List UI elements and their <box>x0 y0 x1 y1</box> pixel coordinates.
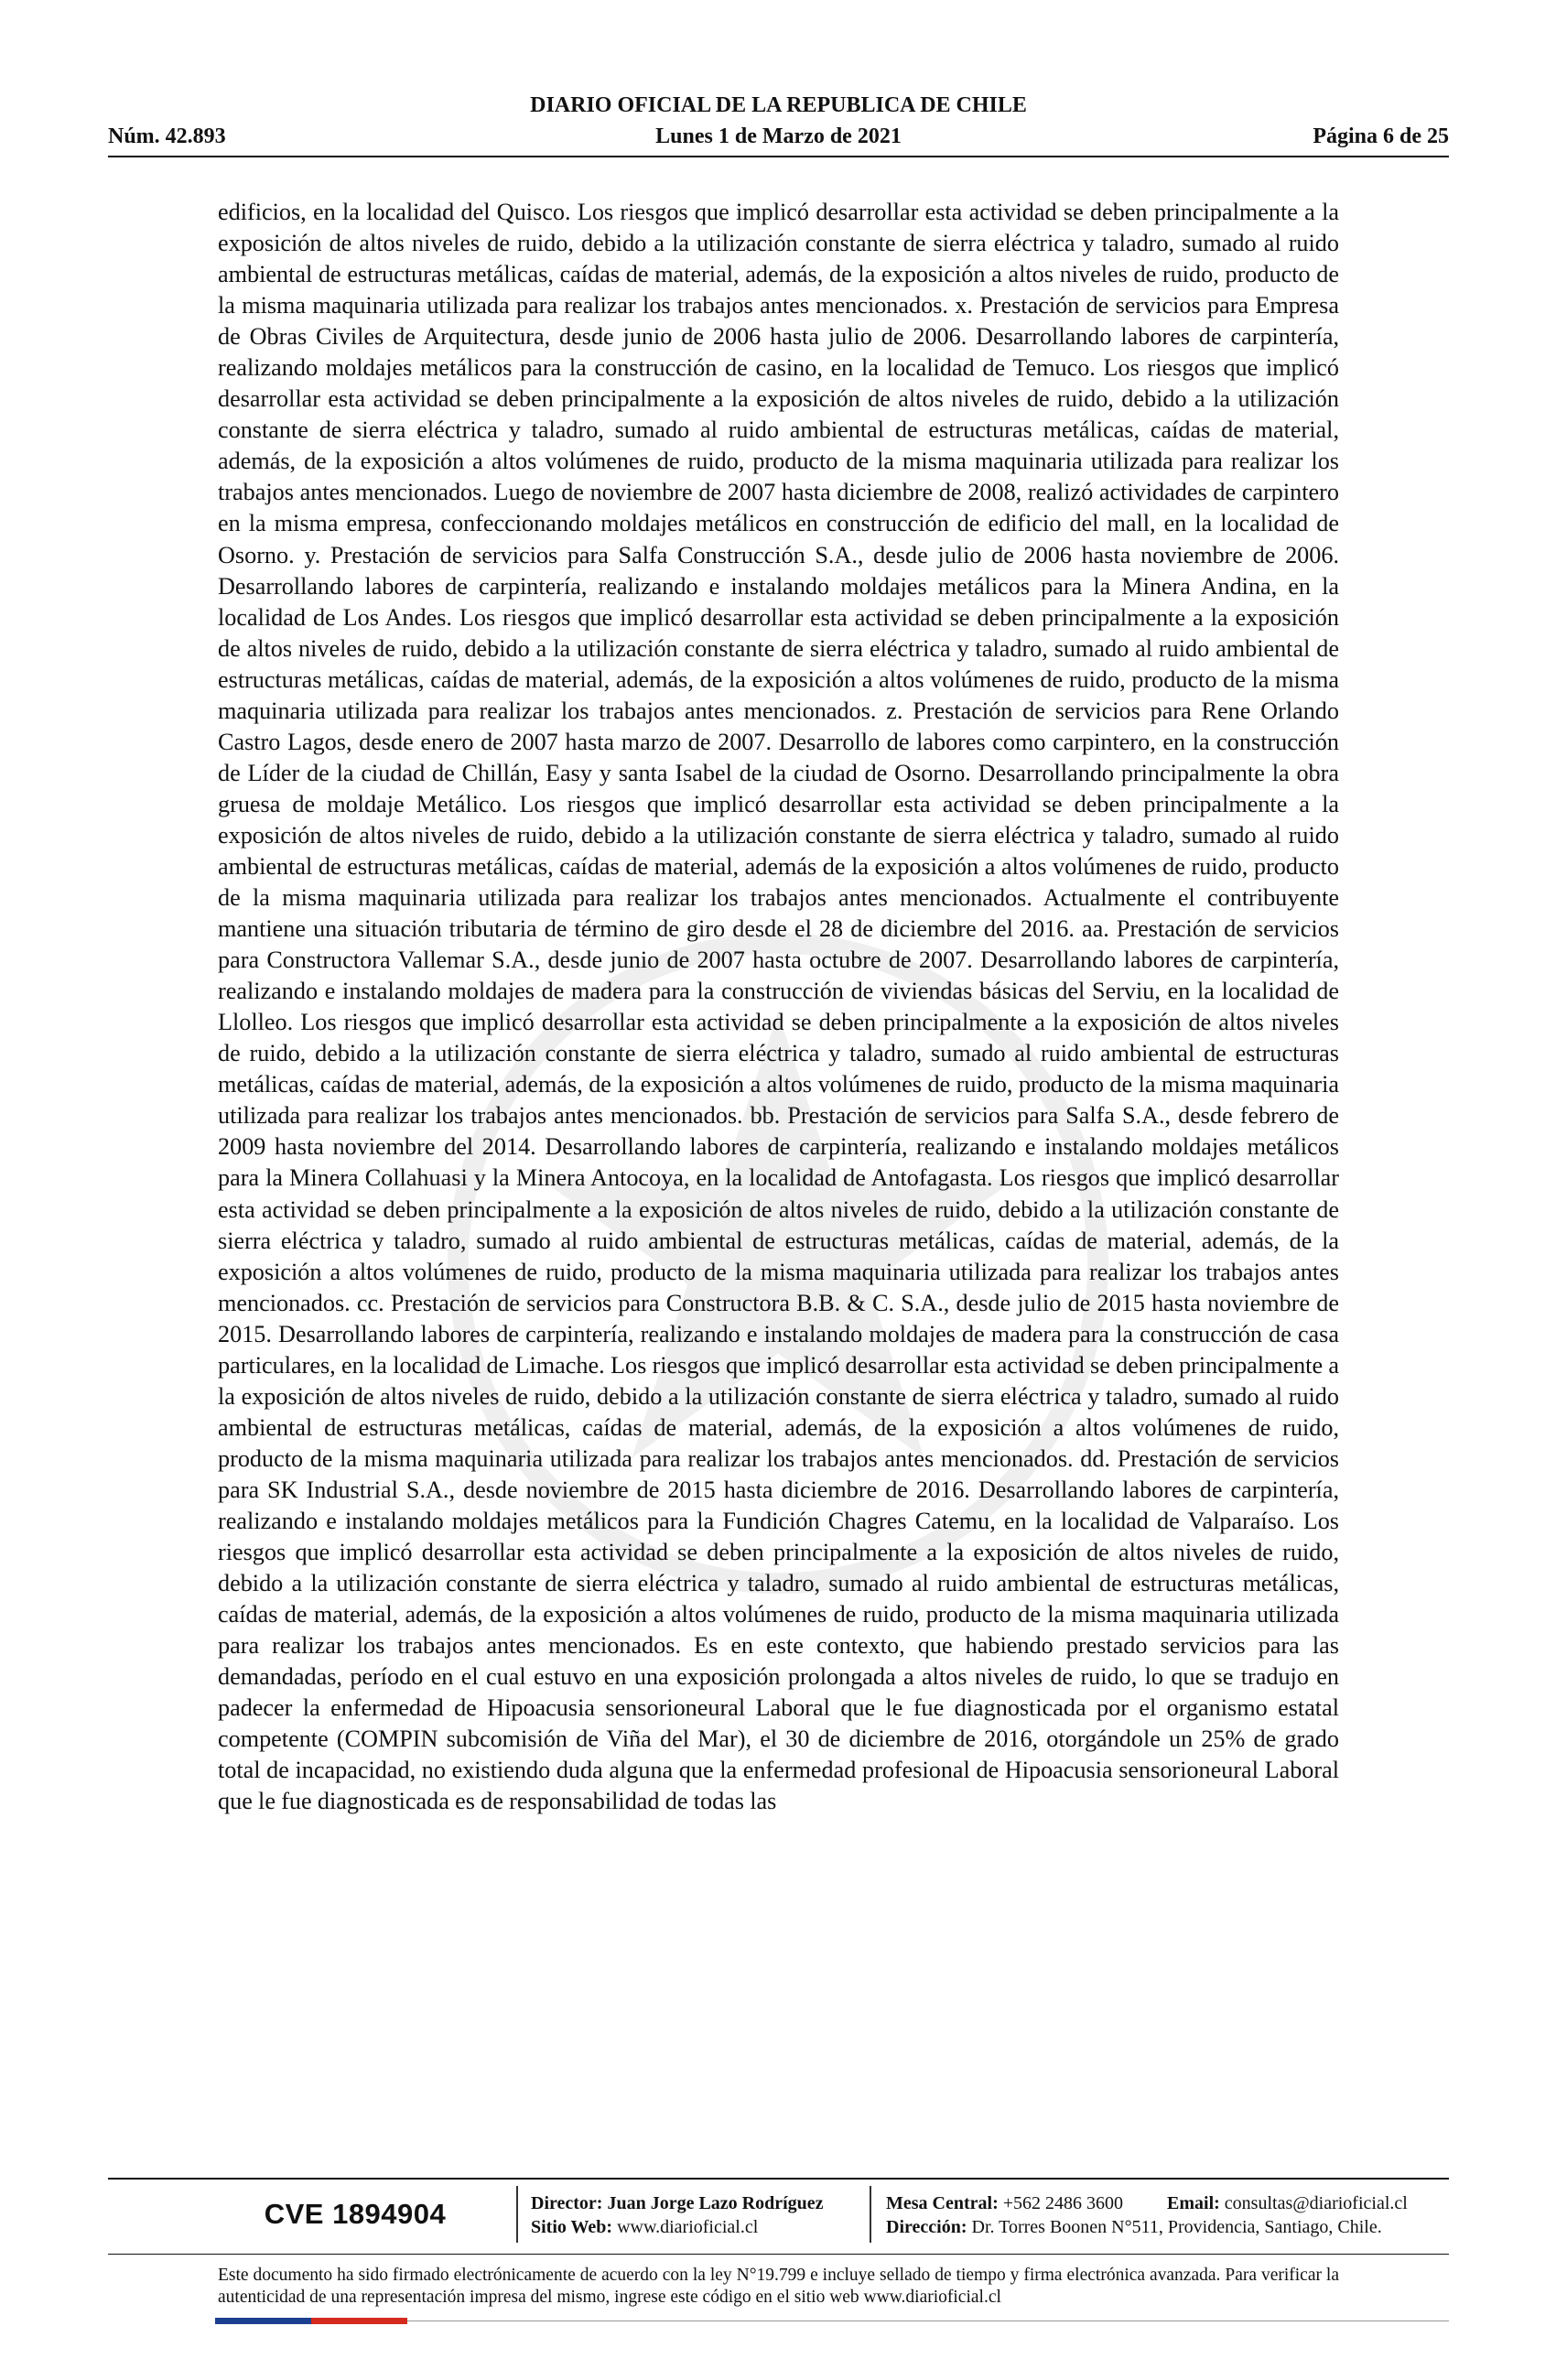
flag-red-segment <box>311 2318 407 2324</box>
footer-separator <box>870 2186 871 2243</box>
phone-number: +562 2486 3600 <box>1002 2193 1124 2213</box>
address-label: Dirección: <box>886 2217 967 2237</box>
contact-block <box>886 2191 1408 2239</box>
header-divider <box>108 156 1449 157</box>
email-link[interactable]: consultas@diarioficial.cl <box>1224 2193 1408 2213</box>
page-number: Página 6 de 25 <box>1313 124 1449 148</box>
director-name: Juan Jorge Lazo Rodríguez <box>607 2193 824 2213</box>
website-label: Sitio Web: <box>531 2217 613 2237</box>
footer-bottom-line <box>407 2320 1449 2321</box>
director-block <box>531 2191 824 2239</box>
phone-label: Mesa Central: <box>886 2193 999 2213</box>
body-paragraph: edificios, en la localidad del Quisco. Los riesgos que implicó desarrollar esta actividad se deben principalmente a la exposición de altos niveles de ruido, debido a la utilización constante de sierra eléctrica y taladro, sumado al ruido ambiental de estructuras metálicas, caídas de material, además, de la exposición a altos niveles de ruido, producto de la misma maquinaria utilizada para realizar los trabajos antes mencionados. x. Prestación de servicios para Empresa de Obras Civiles de Arquitectura, desde junio de 2006 hasta julio de 2006. Desarrollando labores de carpintería, realizando moldajes metálicos para la construcción de casino, en la localidad de Temuco. Los riesgos que implicó desarrollar esta actividad se deben principalmente a la exposición de altos niveles de ruido, debido a la utilización constante de sierra eléctrica y taladro, sumado al ruido ambiental de estructuras metálicas, caídas de material, además, de la exposición a altos volúmenes de ruido, producto de la misma maquinaria utilizada para realizar los trabajos antes mencionados. Luego de noviembre de 2007 hasta diciembre de 2008, realizó actividades de carpintero en la misma empresa, confeccionando moldajes metálicos en construcción de edificio del mall, en la localidad de Osorno. y. Prestación de servicios para Salfa Construcción S.A., desde julio de 2006 hasta noviembre de 2006. Desarrollando labores de carpintería, realizando e instalando moldajes metálicos para la Minera Andina, en la localidad de Los Andes. Los riesgos que implicó desarrollar esta actividad se deben principalmente a la exposición de altos niveles de ruido, debido a la utilización constante de sierra eléctrica y taladro, sumado al ruido ambiental de estructuras metálicas, caídas de material, además, de la exposición a altos volúmenes de ruido, producto de la misma maquinaria utilizada para realizar los trabajos antes mencionados. z. Prestación de servicios para Rene Orlando Castro Lagos, desde enero de 2007 hasta marzo de 2007. Desarrollo de labores como carpintero, en la construcción de Líder de la ciudad de Chillán, Easy y santa Isabel de la ciudad de Osorno. Desarrollando principalmente la obra gruesa de moldaje Metálico. Los riesgos que implicó desarrollar esta actividad se deben principalmente a la exposición de altos niveles de ruido, debido a la utilización constante de sierra eléctrica y taladro, sumado al ruido ambiental de estructuras metálicas, caídas de material, además de la exposición a altos volúmenes de ruido, producto de la misma maquinaria utilizada para realizar los trabajos antes mencionados. Actualmente el contribuyente mantiene una situación tributaria de término de giro desde el 28 de diciembre del 2016. aa. Prestación de servicios para Constructora Vallemar S.A., desde junio de 2007 hasta octubre de 2007. Desarrollando labores de carpintería, realizando e instalando moldajes de madera para la construcción de viviendas básicas del Serviu, en la localidad de Llolleo. Los riesgos que implicó desarrollar esta actividad se deben principalmente a la exposición de altos niveles de ruido, debido a la utilización constante de sierra eléctrica y taladro, sumado al ruido ambiental de estructuras metálicas, caídas de material, además, de la exposición a altos volúmenes de ruido, producto de la misma maquinaria utilizada para realizar los trabajos antes mencionados. bb. Prestación de servicios para Salfa S.A., desde febrero de 2009 hasta noviembre del 2014. Desarrollando labores de carpintería, realizando e instalando moldajes metálicos para la Minera Collahuasi y la Minera Antocoya, en la localidad de Antofagasta. Los riesgos que implicó desarrollar esta actividad se deben principalmente a la exposición de altos niveles de ruido, debido a la utilización constante de sierra eléctrica y taladro, sumado al ruido ambiental de estructuras metálicas, caídas de material, además, de la exposición a altos volúmenes de ruido, producto de la misma maquinaria utilizada para realizar los trabajos antes mencionados. cc. Prestación de servicios para Constructora B.B. & C. S.A., desde julio de 2015 hasta noviembre de 2015. Desarrollando labores de carpintería, realizando e instalando moldajes de madera para la construcción de casa particulares, en la localidad de Limache. Los riesgos que implicó desarrollar esta actividad se deben principalmente a la exposición de altos niveles de ruido, debido a la utilización constante de sierra eléctrica y taladro, sumado al ruido ambiental de estructuras metálicas, caídas de material, además, de la exposición a altos volúmenes de ruido, producto de la misma maquinaria utilizada para realizar los trabajos antes mencionados. dd. Prestación de servicios para SK Industrial S.A., desde noviembre de 2015 hasta diciembre de 2016. Desarrollando labores de carpintería, realizando e instalando moldajes metálicos para la Fundición Chagres Catemu, en la localidad de Valparaíso. Los riesgos que implicó desarrollar esta actividad se deben principalmente a la exposición de altos niveles de ruido, debido a la utilización constante de sierra eléctrica y taladro, sumado al ruido ambiental de estructuras metálicas, caídas de material, además, de la exposición a altos volúmenes de ruido, producto de la misma maquinaria utilizada para realizar los trabajos antes mencionados. Es en este contexto, que habiendo prestado servicios para las demandadas, período en el cual estuvo en una exposición prolongada a altos niveles de ruido, lo que se tradujo en padecer la enfermedad de Hipoacusia sensorioneural Laboral que le fue diagnosticada por el organismo estatal competente (COMPIN subcomisión de Viña del Mar), el 30 de diciembre de 2016, otorgándole un 25% de grado total de incapacidad, no existiendo duda alguna que la enfermedad profesional de Hipoacusia sensorioneural Laboral que le fue diagnosticada es de responsabilidad de todas las <box>218 199 1339 1815</box>
footer-separator <box>516 2186 518 2243</box>
signature-disclaimer: Este documento ha sido firmado electrónicamente de acuerdo con la ley N°19.799 e incluye sellado de tiempo y firma electrónica avanzada. Para verificar la autenticidad de una representación impresa del mismo, ingrese este código en el sitio web www.diarioficial.cl <box>218 2266 1339 2307</box>
website-link[interactable]: www.diarioficial.cl <box>617 2217 759 2237</box>
cve-code: CVE 1894904 <box>264 2198 447 2230</box>
email-label: Email: <box>1167 2193 1220 2213</box>
chile-flag-bar <box>215 2318 407 2324</box>
page-header <box>108 93 1449 154</box>
footer-divider-top <box>108 2178 1449 2180</box>
issue-date: Lunes 1 de Marzo de 2021 <box>655 124 902 148</box>
footer-divider-bottom <box>108 2254 1449 2255</box>
flag-blue-segment <box>215 2318 311 2324</box>
page-footer <box>108 2186 1449 2250</box>
director-label: Director: <box>531 2193 603 2213</box>
publication-title: DIARIO OFICIAL DE LA REPUBLICA DE CHILE <box>530 93 1027 117</box>
address-text: Dr. Torres Boonen N°511, Providencia, Santiago, Chile. <box>971 2217 1382 2237</box>
issue-number: Núm. 42.893 <box>108 124 226 148</box>
